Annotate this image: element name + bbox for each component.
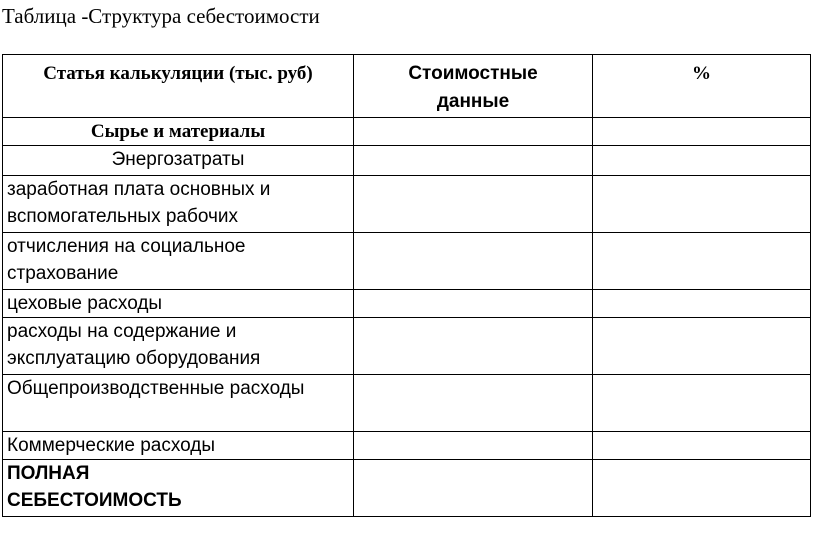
row-value (354, 146, 593, 176)
row-percent (593, 118, 811, 146)
row-value (354, 460, 593, 517)
table-header-row (3, 55, 811, 118)
row-label: заработная плата основных и вспомогательных рабочих (3, 176, 354, 233)
row-value (354, 176, 593, 233)
row-label: Коммерческие расходы (3, 432, 354, 460)
row-label: цеховые расходы (3, 290, 354, 318)
row-percent (593, 375, 811, 432)
row-label: расходы на содержание и эксплуатацию оборудования (3, 318, 354, 375)
row-percent (593, 460, 811, 517)
page-title: Таблица -Структура себестоимости (2, 4, 320, 28)
row-value (354, 118, 593, 146)
table-row (3, 375, 811, 432)
table-row (3, 290, 811, 318)
row-value (354, 318, 593, 375)
row-percent (593, 318, 811, 375)
cost-structure-table (2, 54, 811, 517)
table-row (3, 432, 811, 460)
row-label: Сырье и материалы (3, 118, 354, 146)
column-header-item: Статья калькуляции (тыс. руб) (3, 55, 354, 118)
column-header-percent: % (593, 55, 811, 118)
table-row (3, 176, 811, 233)
row-percent (593, 146, 811, 176)
row-value (354, 375, 593, 432)
row-label-total: ПОЛНАЯ СЕБЕСТОИМОСТЬ (3, 460, 354, 517)
row-value (354, 432, 593, 460)
row-percent (593, 290, 811, 318)
row-label: Энергозатраты (3, 146, 354, 176)
table-row (3, 118, 811, 146)
row-value (354, 290, 593, 318)
table-row (3, 146, 811, 176)
table-row-total (3, 460, 811, 517)
row-percent (593, 233, 811, 290)
row-percent (593, 176, 811, 233)
row-percent (593, 432, 811, 460)
row-value (354, 233, 593, 290)
table-row (3, 318, 811, 375)
row-label: отчисления на социальное страхование (3, 233, 354, 290)
row-label: Общепроизводственные расходы (3, 375, 354, 432)
column-header-value: Стоимостные данные (354, 55, 593, 118)
table-row (3, 233, 811, 290)
